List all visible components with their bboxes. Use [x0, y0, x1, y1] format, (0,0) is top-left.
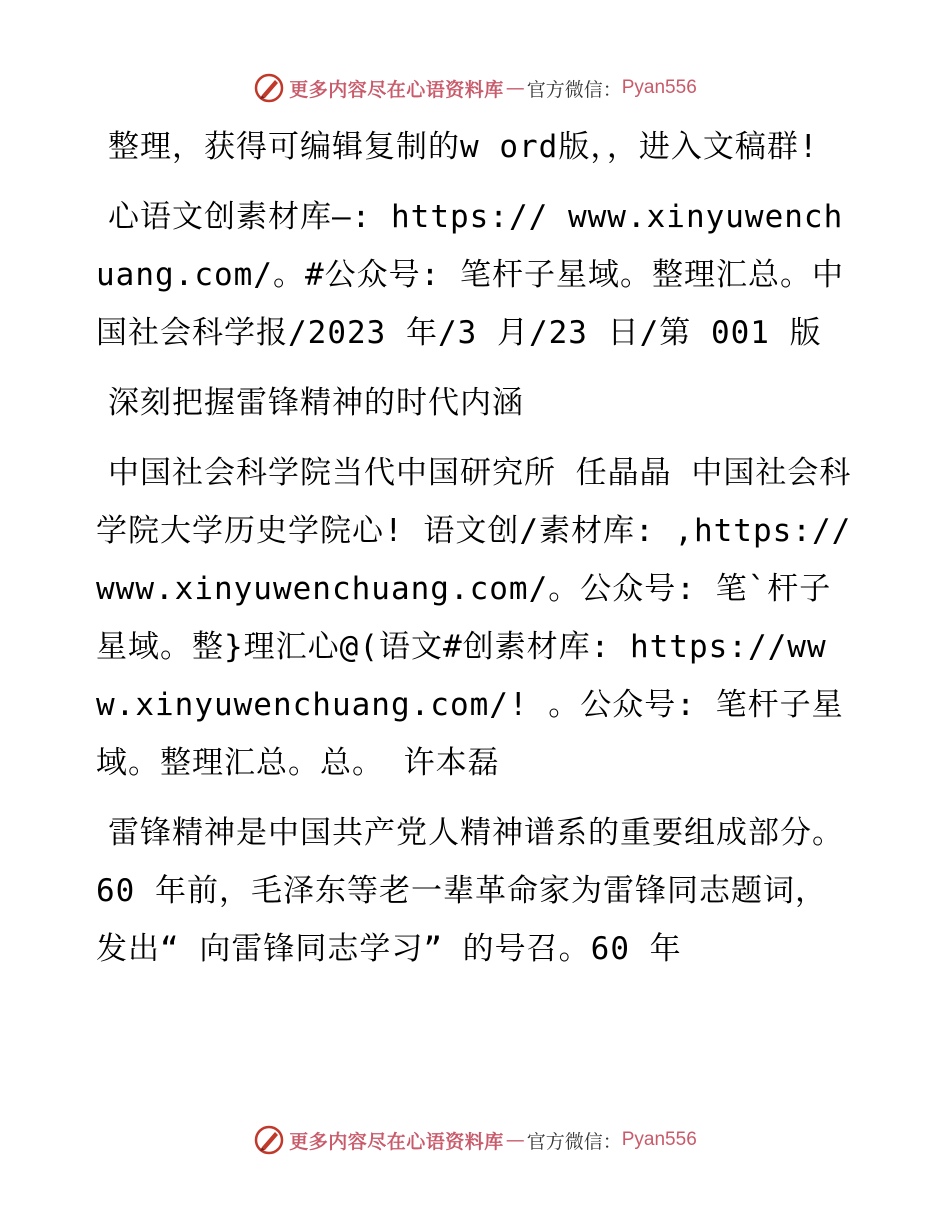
watermark-dash: — [505, 77, 525, 99]
article-title: 深刻把握雷锋精神的时代内涵 [108, 385, 524, 421]
footer-watermark [0, 1124, 950, 1156]
pen-logo-icon [253, 72, 285, 104]
watermark-main-text: 更多内容尽在心语资料库 [289, 1130, 504, 1153]
header-watermark [0, 72, 950, 104]
watermark-dash: — [505, 1129, 525, 1151]
watermark-sub-text: 官方微信： [526, 78, 622, 101]
paragraph-body: 雷锋精神是中国共产党人精神谱系的重要组成部分。60 年前，毛泽东等老一辈革命家为雷锋同志题词，发出“ 向雷锋同志学习” 的号召。60 年 [96, 815, 844, 967]
watermark-wechat-id: Pyan556 [621, 77, 697, 98]
watermark-sub-text: 官方微信： [526, 1130, 622, 1153]
paragraph-source: 心语文创素材库—: https:// www.xinyuwenchuang.com/。#公众号: 笔杆子星域。整理汇总。中国社会科学报/2023 年/3 月/23 日/第 001 版 [96, 199, 844, 351]
watermark-main-text: 更多内容尽在心语资料库 [289, 78, 504, 101]
pen-logo-icon [253, 1124, 285, 1156]
paragraph-authors: 中国社会科学院当代中国研究所 任晶晶 中国社会科学院大学历史学院心! 语文创/素材库: ,https://www.xinyuwenchuang.com/。公众号: 笔`杆子星域。整}理汇心@(语文#创素材库: https://www.xinyuwenchuang.com/! 。公众号: 笔杆子星域。整理汇总。总。 许本磊 [96, 455, 852, 781]
watermark-wechat-id: Pyan556 [621, 1129, 697, 1150]
document-body [96, 118, 856, 990]
paragraph-intro: 整理，获得可编辑复制的w ord版，，进入文稿群! [108, 129, 819, 165]
